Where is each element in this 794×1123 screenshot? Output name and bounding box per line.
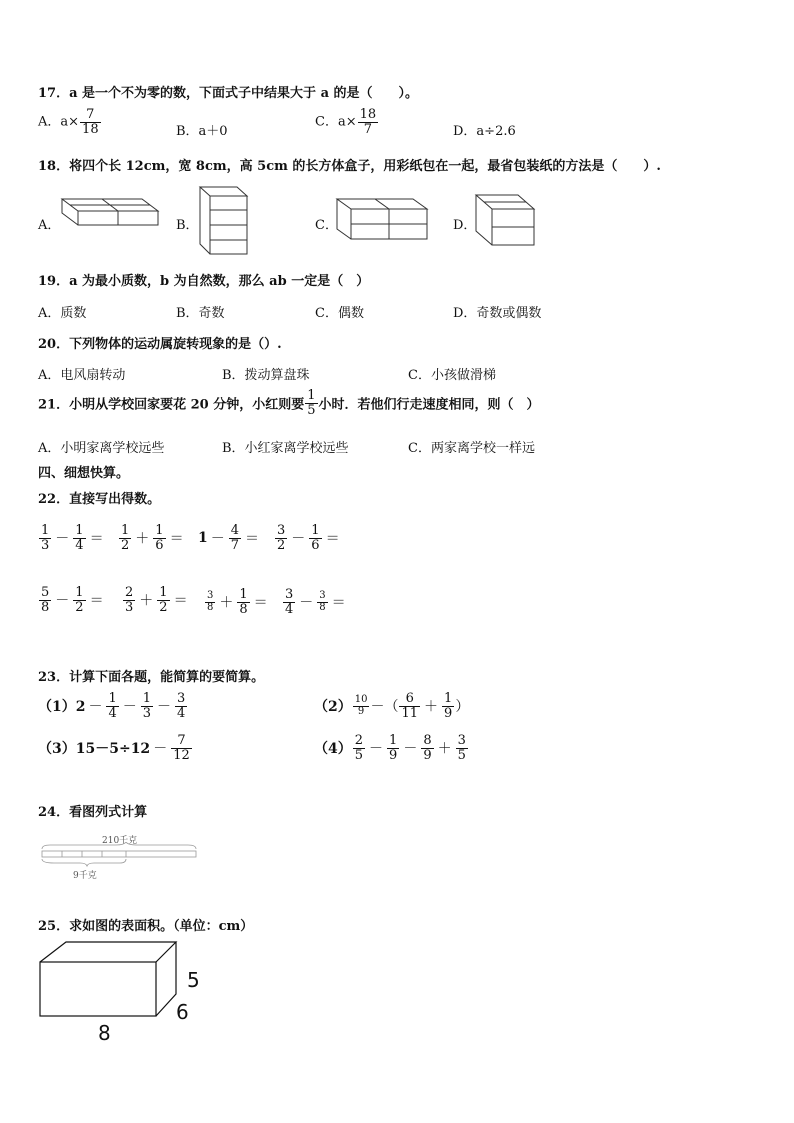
- box-arrangement-c: [335, 197, 429, 243]
- cuboid-figure: [38, 940, 178, 1020]
- q21-stem: 21．小明从学校回家要花 20 分钟，小红则要 $\frac{1}{5}$ 小时．若他们行走速度相同，则（ ）: [38, 388, 540, 418]
- q18-option-d[interactable]: D．: [453, 218, 477, 233]
- dimension-height: 5: [187, 968, 200, 992]
- q18-stem: 18．将四个长 12cm，宽 8cm，高 5cm 的长方体盒子，用彩纸包在一起，最省包装纸的方法是（ ）.: [38, 159, 661, 174]
- q22-expr-4: $\frac{3}{2}$ － $\frac{1}{6}$ ＝: [277, 523, 340, 553]
- q20-option-a[interactable]: A．电风扇转动: [38, 368, 126, 383]
- fraction: $\frac{7}{18}$: [82, 107, 99, 137]
- diagram-label-total: 210千克: [102, 836, 138, 846]
- box-arrangement-b: [197, 184, 251, 258]
- q23-part-2: （2） $\frac{10}{9}$ －（ $\frac{6}{11}$ ＋ $\frac{1}{9}$ ）: [314, 691, 470, 721]
- q21-option-c[interactable]: C．两家离学校一样远: [408, 441, 535, 456]
- q17-stem: 17．a 是一个不为零的数，下面式子中结果大于 a 的是（ ）。: [38, 86, 419, 101]
- line-segment-diagram: [40, 842, 198, 868]
- q23-stem: 23．计算下面各题，能简算的要简算。: [38, 670, 265, 685]
- q17-option-d[interactable]: D．a÷2.6: [453, 124, 516, 139]
- q21-option-b[interactable]: B．小红家离学校远些: [222, 441, 349, 456]
- q24-stem: 24．看图列式计算: [38, 805, 148, 820]
- q17-option-a[interactable]: [38, 108, 102, 136]
- q19-option-c[interactable]: C．偶数: [315, 306, 364, 321]
- q19-option-d[interactable]: D．奇数或偶数: [453, 306, 542, 321]
- section-heading: 四、细想快算。: [38, 466, 130, 481]
- q22-expr-8: $\frac{3}{4}$ － $\frac{3}{8}$ ＝: [285, 587, 346, 617]
- q17-option-b[interactable]: B．a＋0: [176, 124, 228, 139]
- q22-expr-3: 1 － $\frac{4}{7}$ ＝: [198, 523, 260, 553]
- q19-stem: 19．a 为最小质数，b 为自然数，那么 ab 一定是（ ）: [38, 274, 370, 289]
- q22-expr-5: $\frac{5}{8}$ － $\frac{1}{2}$ ＝: [41, 585, 104, 615]
- q20-option-c[interactable]: C．小孩做滑梯: [408, 368, 496, 383]
- q19-option-b[interactable]: B．奇数: [176, 306, 225, 321]
- fraction: $\frac{18}{7}$: [359, 107, 377, 137]
- q22-expr-1: $\frac{1}{3}$ － $\frac{1}{4}$ ＝: [41, 523, 104, 553]
- box-arrangement-a: [60, 197, 160, 243]
- q20-option-b[interactable]: B．拨动算盘珠: [222, 368, 310, 383]
- q21-option-a[interactable]: A．小明家离学校远些: [38, 441, 165, 456]
- dimension-width: 6: [176, 1000, 189, 1024]
- q18-option-b[interactable]: B．: [176, 218, 199, 233]
- dimension-length: 8: [98, 1021, 111, 1045]
- q17-option-c[interactable]: [315, 108, 379, 136]
- fraction: $\frac{1}{5}$: [307, 388, 316, 418]
- q20-stem: 20．下列物体的运动属旋转现象的是（）.: [38, 337, 282, 352]
- q22-expr-7: $\frac{3}{8}$ ＋ $\frac{1}{8}$ ＝: [207, 587, 268, 617]
- q22-expr-6: $\frac{2}{3}$ ＋ $\frac{1}{2}$ ＝: [125, 585, 188, 615]
- q25-stem: 25．求如图的表面积。（单位：cm）: [38, 919, 254, 934]
- q23-part-4: （4） $\frac{2}{5}$ － $\frac{1}{9}$ － $\frac{8}{9}$ ＋ $\frac{3}{5}$: [314, 733, 466, 763]
- diagram-label-part: 9千克: [73, 871, 97, 881]
- q23-part-1: （1）2 － $\frac{1}{4}$ － $\frac{1}{3}$ － $\frac{3}{4}$: [38, 691, 186, 721]
- box-arrangement-d: [474, 193, 538, 249]
- q22-expr-2: $\frac{1}{2}$ ＋ $\frac{1}{6}$ ＝: [121, 523, 184, 553]
- q23-part-3: （3）15－5÷12 － $\frac{7}{12}$: [38, 733, 190, 763]
- q18-option-c[interactable]: C．: [315, 218, 338, 233]
- q22-stem: 22．直接写出得数。: [38, 492, 161, 507]
- q17-option-a-label: A．a×: [38, 114, 80, 130]
- q18-option-a[interactable]: A．: [38, 218, 61, 233]
- q17-option-c-label: C．a×: [315, 114, 357, 130]
- q19-option-a[interactable]: A．质数: [38, 306, 87, 321]
